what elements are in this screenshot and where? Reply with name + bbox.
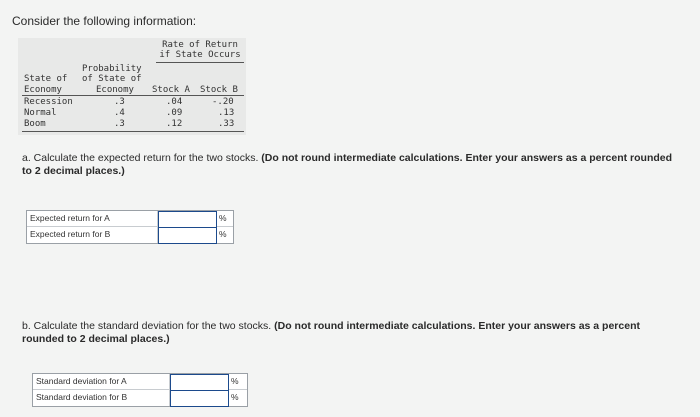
rate-header-line2: if State Occurs xyxy=(159,50,241,60)
stock-b-header: Stock B xyxy=(200,85,238,95)
answer-table-b xyxy=(32,373,248,407)
answer-table-a xyxy=(26,210,234,244)
answer-row-sd-b xyxy=(33,390,247,405)
answer-label: Expected return for B xyxy=(30,229,111,239)
probability-table xyxy=(18,38,246,135)
intro-text: Consider the following information: xyxy=(12,14,197,28)
expected-return-a-input[interactable] xyxy=(158,211,217,228)
question-b-text: b. Calculate the standard deviation for the two stocks. xyxy=(22,320,275,332)
header-rule xyxy=(22,95,244,96)
row-state: Recession xyxy=(24,97,73,107)
row-stock-a: .04 xyxy=(166,97,183,107)
prob-header-line3: Economy xyxy=(96,85,134,95)
answer-label: Standard deviation for A xyxy=(36,376,127,386)
row-state: Normal xyxy=(24,108,57,118)
question-b xyxy=(22,320,682,346)
prob-header-line1: Probability xyxy=(82,64,142,74)
row-prob: .3 xyxy=(114,119,125,129)
answer-row-expected-a xyxy=(27,211,233,226)
row-stock-b: .33 xyxy=(218,119,235,129)
percent-unit: % xyxy=(219,213,227,223)
question-a-text: a. Calculate the expected return for the two stocks. xyxy=(22,152,262,164)
question-b-instructions: (Do not round intermediate calculations. Enter your answers as a percent rounded to 2 decimal places.) xyxy=(22,320,640,345)
percent-unit: % xyxy=(219,229,227,239)
state-header-line1: State of xyxy=(24,74,68,84)
question-a-instructions: (Do not round intermediate calculations. Enter your answers as a percent rounded to 2 decimal places.) xyxy=(22,152,673,177)
answer-label: Expected return for A xyxy=(30,213,110,223)
std-dev-a-input[interactable] xyxy=(170,374,229,391)
percent-unit: % xyxy=(231,376,239,386)
percent-unit: % xyxy=(231,392,239,402)
row-stock-b: -.20 xyxy=(212,97,234,107)
expected-return-b-input[interactable] xyxy=(158,227,217,244)
row-prob: .3 xyxy=(114,97,125,107)
rate-header-line1: Rate of Return xyxy=(162,40,238,50)
rate-header xyxy=(158,40,242,60)
stock-a-header: Stock A xyxy=(152,85,190,95)
answer-label: Standard deviation for B xyxy=(36,392,128,402)
answer-row-sd-a xyxy=(33,374,247,389)
std-dev-b-input[interactable] xyxy=(170,390,229,407)
row-stock-a: .09 xyxy=(166,108,183,118)
row-stock-b: .13 xyxy=(218,108,235,118)
answer-row-expected-b xyxy=(27,227,233,242)
row-state: Boom xyxy=(24,119,46,129)
prob-header-line2: of State of xyxy=(82,74,142,84)
footer-rule xyxy=(22,131,244,132)
state-header-line2: Economy xyxy=(24,85,62,95)
row-prob: .4 xyxy=(114,108,125,118)
question-a xyxy=(22,152,682,178)
rate-header-rule xyxy=(156,62,244,63)
row-stock-a: .12 xyxy=(166,119,183,129)
